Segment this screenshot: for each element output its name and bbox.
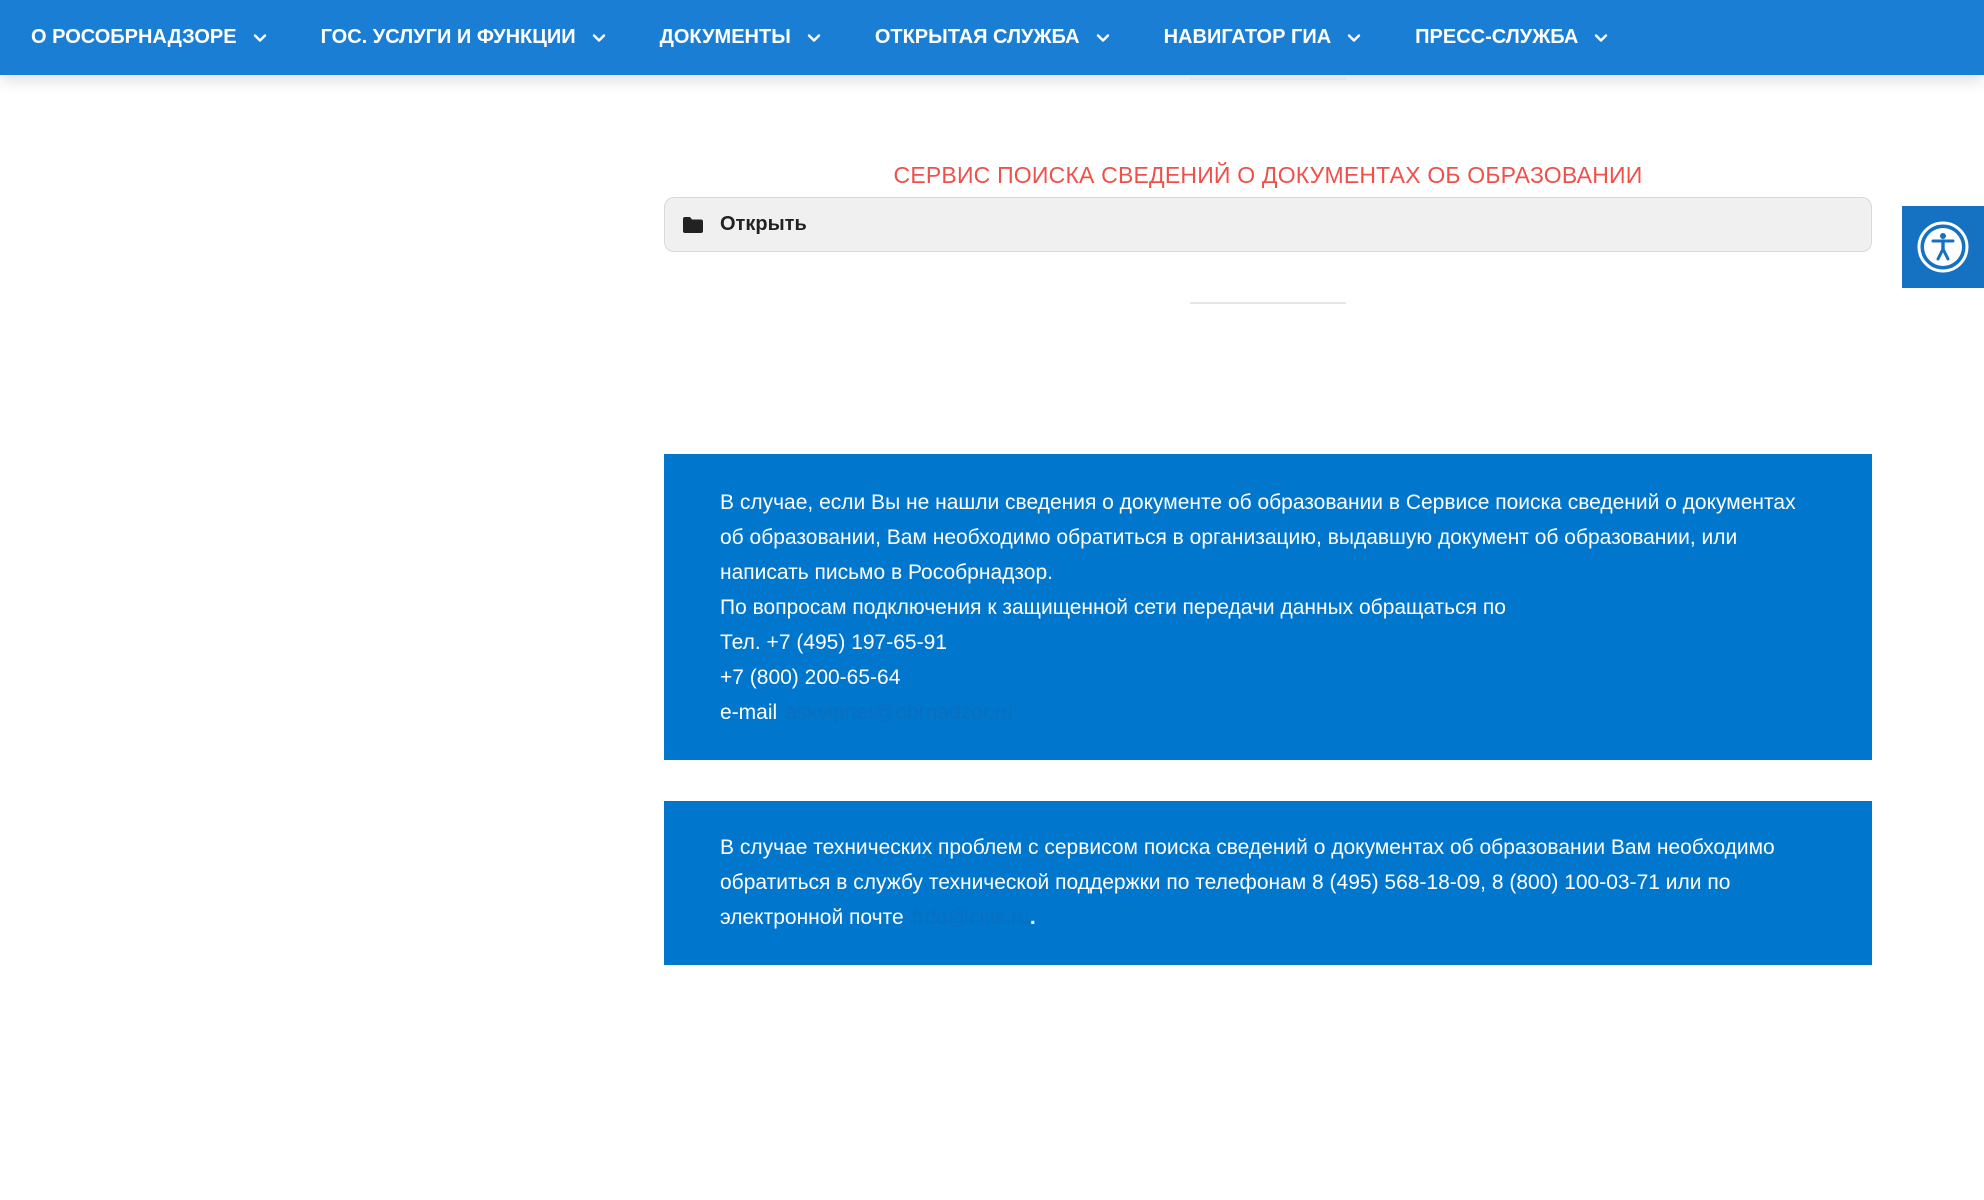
nav-item-open-service[interactable] <box>875 26 1110 49</box>
email-label: e-mail <box>720 701 778 724</box>
chevron-down-icon <box>807 31 821 45</box>
chevron-down-icon <box>1594 31 1608 45</box>
info-box-support <box>664 801 1872 965</box>
nav-item-label: ДОКУМЕНТЫ <box>659 26 791 48</box>
support-email-link[interactable]: frdo@citis.ru <box>911 906 1030 929</box>
nav-item-label: О РОСОБРНАДЗОРЕ <box>31 26 237 48</box>
folder-icon <box>682 216 704 234</box>
phone-text: +7 (800) 200-65-64 <box>720 666 901 689</box>
service-title: СЕРВИС ПОИСКА СВЕДЕНИЙ О ДОКУМЕНТАХ ОБ ОБРАЗОВАНИИ <box>893 162 1643 188</box>
nav-item-documents[interactable] <box>660 26 821 49</box>
chevron-down-icon <box>1096 31 1110 45</box>
chevron-down-icon <box>253 31 267 45</box>
info-text: По вопросам подключения к защищенной сети передачи данных обращаться по <box>720 596 1506 619</box>
nav-item-services[interactable] <box>321 26 606 49</box>
email-link[interactable]: askvipnet@obrnadzor.ru <box>785 701 1014 724</box>
support-text-end: . <box>1029 906 1036 929</box>
divider <box>1190 302 1346 304</box>
support-text: В случае технических проблем с сервисом поиска сведений о документах об образовании Вам необходимо обратиться в службу технической поддержки по телефонам 8 (495) 568-18-09, 8 (800) 100-03-71 или по электронной почте <box>720 836 1775 929</box>
divider <box>1190 78 1346 80</box>
nav-item-label: ПРЕСС-СЛУЖБА <box>1415 26 1579 48</box>
nav-item-label: ГОС. УСЛУГИ И ФУНКЦИИ <box>320 26 576 48</box>
main-nav <box>0 0 1984 75</box>
nav-item-label: ОТКРЫТАЯ СЛУЖБА <box>874 26 1080 48</box>
accessibility-icon <box>1917 221 1969 273</box>
support-text-row <box>720 830 1816 935</box>
chevron-down-icon <box>1347 31 1361 45</box>
open-accordion[interactable] <box>664 197 1872 252</box>
email-row <box>720 695 1816 730</box>
phone-text: Тел. +7 (495) 197-65-91 <box>720 631 947 654</box>
info-box-contacts <box>664 454 1872 760</box>
accordion-label: Открыть <box>720 213 807 235</box>
nav-item-gia-navigator[interactable] <box>1164 26 1362 49</box>
accessibility-button[interactable] <box>1902 206 1984 288</box>
chevron-down-icon <box>592 31 606 45</box>
nav-item-label: НАВИГАТОР ГИА <box>1163 26 1332 48</box>
nav-item-press[interactable] <box>1415 26 1608 49</box>
info-text: В случае, если Вы не нашли сведения о документе об образовании в Сервисе поиска сведений о документах об образовании, Вам необходимо обратиться в организацию, выдавшую документ об образовании, или написать письмо в Рособрнадзор. <box>720 491 1796 584</box>
nav-item-about[interactable] <box>31 26 267 49</box>
